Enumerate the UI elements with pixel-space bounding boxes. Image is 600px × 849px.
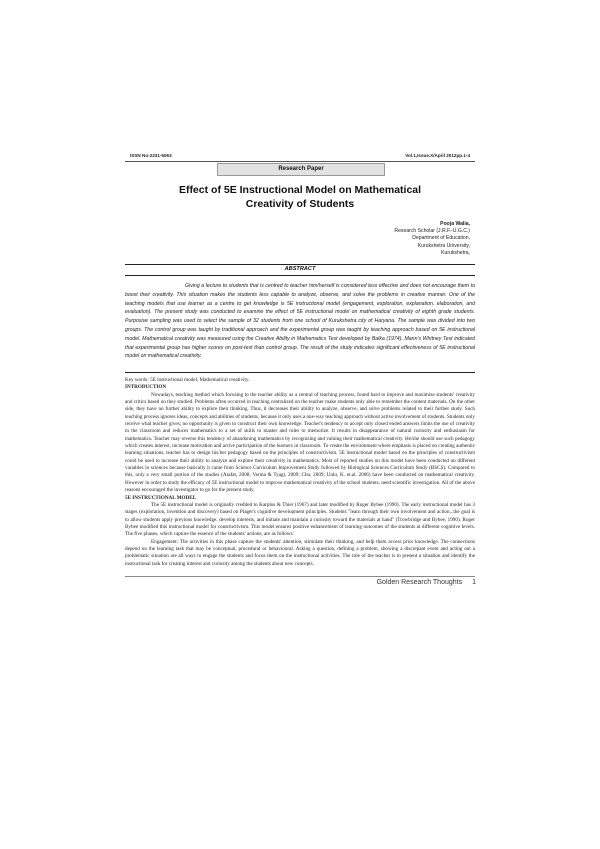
title-line-1: Effect of 5E Instructional Model on Mathematical bbox=[178, 184, 422, 196]
author-role: Research Scholar (J.R.F.-U.G.C.) bbox=[394, 228, 470, 235]
model-heading: 5E INSTRUCTIONAL MODEL bbox=[125, 494, 197, 501]
abstract-heading: ABSTRACT bbox=[284, 266, 316, 272]
author-university: Kurukshetra University, bbox=[417, 242, 470, 249]
main-body bbox=[125, 377, 475, 568]
model-text: The 5E instructional model is originally credited to Karplus & Thier (1967) and later modified by Roger Bybee (1990). The early instructional model has 3 stages (exploration, invention and discovery) based on Piaget's cognitive development principles. Students "learn through their own involvement and action...the goal is to allow students apply previous knowledge, develop interests, and initiate and maintain a curiosity toward the materials at hand" (Trowbridge and Bybee, 1990). Roger Bybee modified this instructional model for constructivism. This model ensures positive enhancement of learning outcomes of the students at different cognitive levels. The five phases, which capture the essence of the students' actions, are as follows: bbox=[125, 501, 475, 538]
footer bbox=[377, 579, 476, 586]
title-line-2: Creativity of Students bbox=[245, 198, 355, 210]
keywords: Key words: 5E instructional model, Mathematical creativity. bbox=[125, 377, 250, 383]
abstract-rule-top bbox=[125, 264, 475, 265]
introduction-text: Nowadays, teaching method which focusing to the teacher ability as a central of teaching process, found hard to improve and maximize students' creativity and critics based on they studied. Problems often occurred in teaching centralized on the teacher make students only able to remember the content materials. On the other side, they have no further ability to explore their thinking. Thus, it decreases their ability to analyze, observe, and solve problems related to their further study. Such teaching process ignores ideas, concepts and abilities of students, because it only uses a one-way teaching approach without active involvement of students. Students only receive what teacher gives; no opportunity is given to construct their own knowledge. Teacher's tendency to accept only closed ended answers limits the use of creativity in the classroom and reduces mathematics to a set of skills to master and rules to memorize. It results in disappearance of natural curiosity and enthusiasm for mathematics. Teacher may reverse this tendency of abandoning mathematics by recognizing and valuing their mathematical creativity. He/she should use such pedagogy which creates interest, increase motivation and active participation of the learners in classroom. To create the environment where emphasis is placed on creating authentic learning situations, teacher has to design his/her pedagogy based on the principles of constructivism. 5E instructional model based on the principles of constructivism could be used to increase their ability to analyze and explore their creativity in mathematics. Most of reported studies on this model have been conducted on different variables in sciences because basically it came from Science Curriculum Improvement Study followed by Biological Sciences Curriculum Study (BSCS). Compared to this, only a very small portion of the studies (Arafat, 2008; Verma & Tyagi, 2009; Chu, 2009; Unlu, K. et.al. 2006) have been conducted on mathematical creativity. However in order to study the efficacy of 5E instructional model to improve mathematical creativity of the school students, need scientific investigation. All of the above reasons encouraged the investigator to go for the present study. bbox=[125, 391, 475, 494]
abstract-rule-mid bbox=[125, 275, 475, 276]
footer-rule bbox=[125, 576, 475, 577]
author-city: Kurukshetra, bbox=[441, 249, 470, 256]
page-number: 1 bbox=[472, 579, 476, 586]
author-department: Department of Education, bbox=[412, 235, 470, 242]
journal-name: Golden Research Thoughts bbox=[376, 579, 463, 586]
introduction-heading: INTRODUCTION bbox=[125, 384, 167, 391]
header-rule bbox=[125, 161, 475, 162]
engagement-text: Engagement: The activities in this phase capture the students' attention, stimulate their thinking, and help them access prior knowledge. The connections depend on the learning task that may be conceptual, procedural or behavioural. Asking a question, defining a problem, showing a discrepant event and acting out a problematic situation are all ways to engage the students and focus them on the instructional activities. The role of the teacher is to present a situation and identify the instructional task for creating interest and curiosity among the students about new concepts. bbox=[125, 538, 475, 567]
author-block bbox=[394, 221, 470, 257]
paper-title bbox=[125, 183, 475, 211]
abstract-rule-bottom bbox=[125, 372, 475, 373]
abstract-text: Giving a lecture to students that is centred to teacher him/herself is considered less effective and does not encourage them to boost their creativity. This situation makes the students less capable to analyze, observe, and solve the problems in creative manner. One of the teaching models that use learner as a centre to get knowledge is 5E instructional model (engagement, exploration, explanation, elaboration, and evaluation). The present study was conducted to examine the effect of 5E instructional model on mathematical creativity of eighth grade students. Purposive sampling was used to select the sample of 32 students from one school of Kurukshetra city of Haryana. The sample was divided into two groups. The control group was taught by traditional approach and the experimental group was taught by teaching approach based on 5E instructional model. Mathematical creativity was measured using the Creative Ability in Mathematics Test developed by Balka (1974). Mann's Whitney Test indicated that experimental group has higher scores on post-test than control group. The result of the study indicates significant effectiveness of 5E instructional model on mathematical creativity. bbox=[125, 283, 475, 360]
paper-type-banner: Research Paper bbox=[217, 163, 385, 176]
issn-number: ISSN No-2231-5063 bbox=[130, 153, 172, 158]
author-name: Pooja Walia, bbox=[440, 221, 470, 227]
volume-info: Vol.1,Issue.X/April 2012pp.1-4 bbox=[405, 153, 470, 158]
